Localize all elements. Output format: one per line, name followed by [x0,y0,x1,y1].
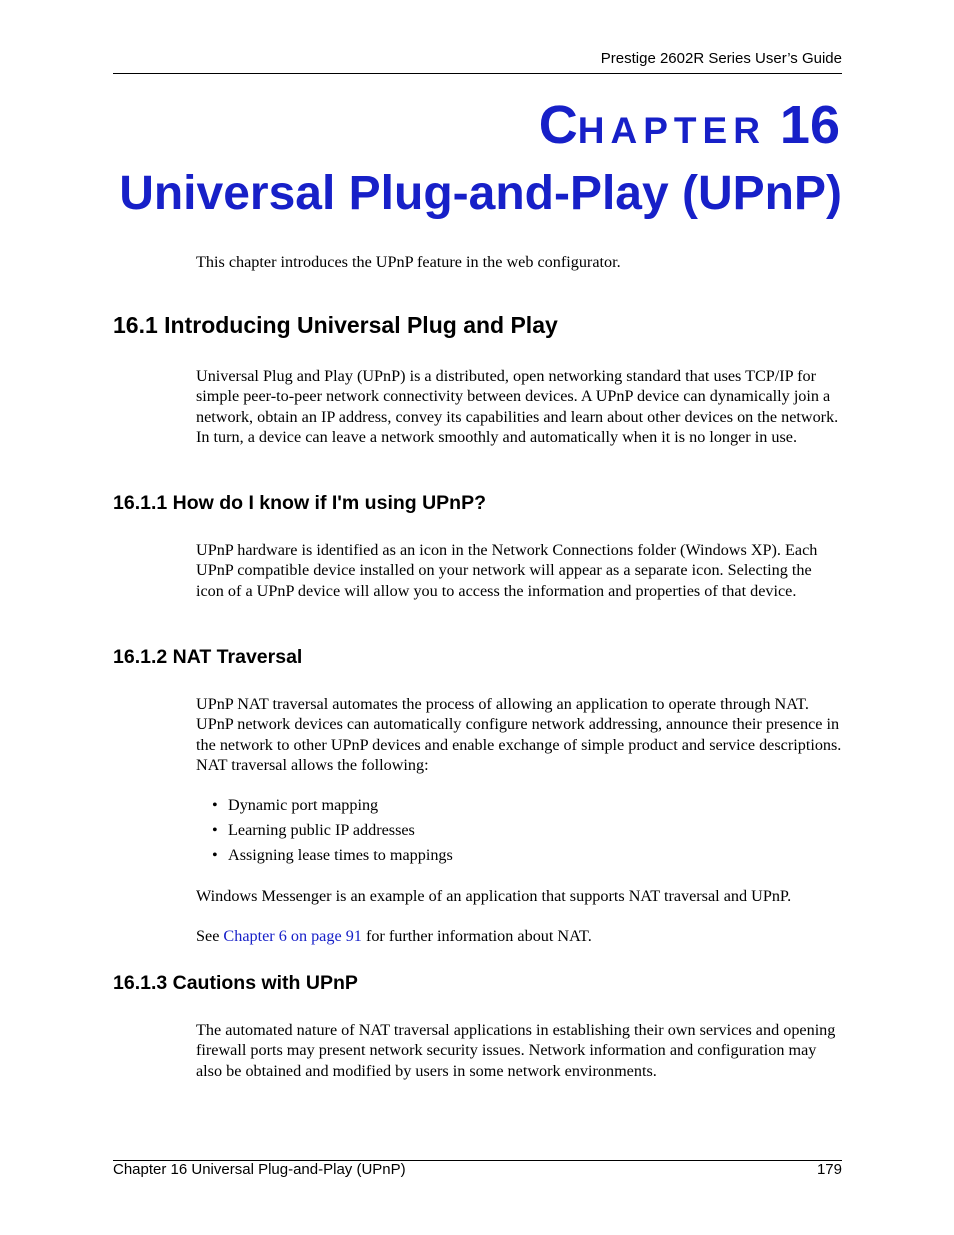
page-number: 179 [816,1161,842,1178]
running-header: Prestige 2602R Series User’s Guide [600,50,842,67]
see-reference [196,926,842,946]
header-rule [113,73,842,74]
bullet-icon: • [212,846,218,864]
bullet-icon: • [212,796,218,814]
list-item [196,795,453,820]
section-16-1-paragraph: Universal Plug and Play (UPnP) is a distributed, open networking standard that uses TCP/IP for simple peer-to-peer network connectivity between devices. A UPnP device can dynamically join a network, obtain an IP address, convey its capabilities and learn about other devices on the network. In turn, a device can leave a network smoothly and automatically when it is no longer in use. [196,367,839,447]
see-prefix: See [196,927,224,945]
chapter-label-rest: HAPTER [577,110,766,151]
section-16-1-2-paragraph: UPnP NAT traversal automates the process of allowing an application to operate through NAT. UPnP network devices can automatically configure network addressing, announce their presence in the network to other UPnP devices and enable exchange of simple product and service descriptions. NAT traversal allows the following: [196,695,842,775]
chapter-label [538,95,840,155]
list-item-text: Learning public IP addresses [228,821,415,839]
section-16-1-1-paragraph: UPnP hardware is identified as an icon in the Network Connections folder (Windows XP). Each UPnP compatible device installed on your network will appear as a separate icon. Selecting the icon of a UPnP device will allow you to access the information and properties of that device. [196,541,818,600]
section-heading-16-1-3: 16.1.3 Cautions with UPnP [113,972,358,994]
list-item [196,820,453,845]
nat-traversal-list [196,795,453,870]
chapter-title: Universal Plug-and-Play (UPnP) [119,167,842,220]
section-heading-16-1-1: 16.1.1 How do I know if I'm using UPnP? [113,492,487,514]
list-item-text: Dynamic port mapping [228,796,379,814]
bullet-icon: • [212,821,218,839]
section-heading-16-1-2: 16.1.2 NAT Traversal [113,646,303,668]
list-item [196,845,453,870]
footer-chapter-title: Chapter 16 Universal Plug-and-Play (UPnP) [113,1161,406,1178]
chapter-number: 16 [779,95,840,155]
chapter-6-link[interactable]: Chapter 6 on page 91 [223,927,362,945]
messenger-note: Windows Messenger is an example of an application that supports NAT traversal and UPnP. [196,887,792,905]
list-item-text: Assigning lease times to mappings [228,846,453,864]
section-heading-16-1: 16.1 Introducing Universal Plug and Play [113,312,558,338]
intro-paragraph: This chapter introduces the UPnP feature in the web configurator. [196,253,621,271]
section-16-1-3-paragraph: The automated nature of NAT traversal applications in establishing their own services and opening firewall ports may present network security issues. Network information and configuration may also be obtained and modified by users in some network environments. [196,1021,836,1080]
see-suffix: for further information about NAT. [361,927,592,945]
chapter-label-initial: C [538,95,578,155]
